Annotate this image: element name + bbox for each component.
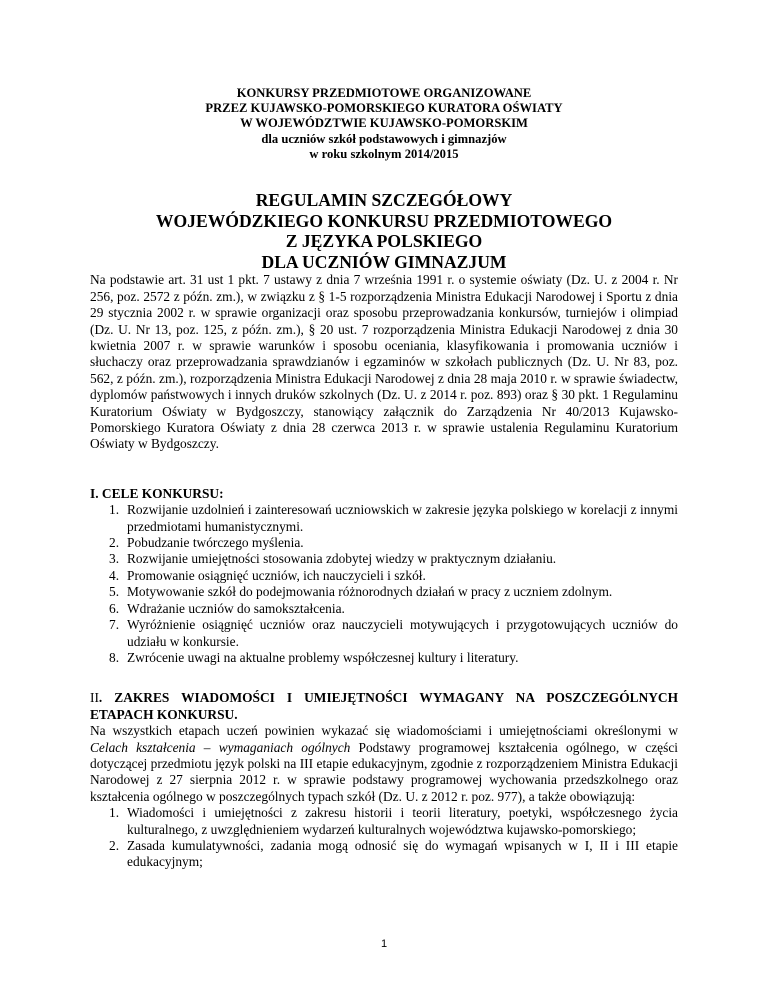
list-item: 2. Zasada kumulatywności, zadania mogą odnosić się do wymagań wpisanych w I, II i III etapie edukacyjnym; [109, 837, 678, 870]
scope-list [90, 805, 678, 871]
list-item: 7. Wyróżnienie osiągnięć uczniów oraz nauczycieli motywujących i przygotowujących uczniów do udziału w konkursie. [109, 617, 678, 649]
document-page [90, 86, 678, 871]
legal-basis-paragraph: Na podstawie art. 31 ust 1 pkt. 7 ustawy z dnia 7 września 1991 r. o systemie oświaty (Dz. U. z 2004 r. Nr 256, poz. 2572 z późn. zm.), w związku z § 1-5 rozporządzenia Ministra Edukacji Narodowej i Sportu z dnia 29 stycznia 2002 r. w sprawie organizacji oraz sposobu przeprowadzania konkursów, turniejów i olimpiad (Dz. U. Nr 13, poz. 125, z późn. zm.), § 20 ust. 7 rozporządzenia Ministra Edukacji Narodowej z dnia 30 kwietnia 2007 r. w sprawie warunków i sposobu oceniania, klasyfikowania i promowania uczniów i słuchaczy oraz przeprowadzania sprawdzianów i egzaminów w szkołach publicznych (Dz. U. Nr 83, poz. 562, z późn. zm.), rozporządzenia Ministra Edukacji Narodowej z dnia 28 maja 2010 r. w sprawie świadectw, dyplomów państwowych i innych druków szkolnych (Dz. U. z 2014 r. poz. 893) oraz § 30 pkt. 1 Regulaminu Kuratorium Oświaty w Bydgoszczy, stanowiący załącznik do Zarządzenia Nr 40/2013 Kujawsko-Pomorskiego Kuratora Oświaty z dnia 28 czerwca 2013 r. w sprawie ustalenia Regulaminu Kuratorium Oświaty w Bydgoszczy. [90, 272, 678, 452]
header-line: PRZEZ KUJAWSKO-POMORSKIEGO KURATORA OŚWIATY [205, 101, 563, 116]
header-line: W WOJEWÓDZTWIE KUJAWSKO-POMORSKIM [240, 116, 528, 131]
section-scope [90, 690, 678, 870]
list-item: 1. Rozwijanie uzdolnień i zainteresowań uczniowskich w zakresie języka polskiego w korelacji z innymi przedmiotami humanistycznymi. [109, 502, 678, 534]
section-goals [90, 486, 678, 666]
list-item: 8. Zwrócenie uwagi na aktualne problemy współczesnej kultury i literatury. [109, 649, 519, 665]
section-heading: I. CELE KONKURSU: [90, 485, 224, 501]
list-item: 6. Wdrażanie uczniów do samokształcenia. [109, 600, 345, 616]
header-line: KONKURSY PRZEDMIOTOWE ORGANIZOWANE [236, 86, 532, 100]
list-item: 5. Motywowanie szkół do podejmowania różnorodnych działań w pracy z uczniem zdolnym. [109, 584, 613, 600]
title-line: Z JĘZYKA POLSKIEGO [285, 231, 483, 252]
document-title [90, 190, 678, 272]
page-number: 1 [380, 938, 388, 950]
title-line: DLA UCZNIÓW GIMNAZJUM [261, 251, 507, 272]
section-heading: II. ZAKRES WIADOMOŚCI I UMIEJĘTNOŚCI WYMAGANY NA POSZCZEGÓLNYCH ETAPACH KONKURSU. [90, 690, 678, 722]
title-line: REGULAMIN SZCZEGÓŁOWY [255, 190, 513, 211]
header-line: w roku szkolnym 2014/2015 [309, 146, 459, 161]
scope-paragraph: Na wszystkich etapach uczeń powinien wykazać się wiadomościami i umiejętnościami określonymi w Celach kształcenia – wymaganiach ogólnych Podstawy programowej kształcenia ogólnego, w części dotyczącej przedmiotu język polski na III etapie edukacyjnym, zgodnie z rozporządzeniem Ministra Edukacji Narodowej z 27 sierpnia 2012 r. w sprawie podstawy programowej wychowania przedszkolnego oraz kształcenia ogólnego w poszczególnych typach szkół (Dz. U. z 2012 r. poz. 977), a także obowiązują: [90, 723, 678, 804]
list-item: 4. Promowanie osiągnięć uczniów, ich nauczycieli i szkół. [109, 567, 426, 583]
document-header [90, 86, 678, 162]
header-line: dla uczniów szkół podstawowych i gimnazjów [261, 131, 507, 146]
list-item: 1. Wiadomości i umiejętności z zakresu historii i teorii literatury, poetyki, współczesnego życia kulturalnego, z uwzględnieniem wydarzeń kulturalnych województwa kujawsko-pomorskiego; [109, 805, 678, 837]
goals-list [90, 502, 678, 666]
title-line: WOJEWÓDZKIEGO KONKURSU PRZEDMIOTOWEGO [155, 210, 613, 231]
list-item: 3. Rozwijanie umiejętności stosowania zdobytej wiedzy w praktycznym działaniu. [109, 551, 557, 567]
list-item: 2. Pobudzanie twórczego myślenia. [109, 535, 304, 551]
